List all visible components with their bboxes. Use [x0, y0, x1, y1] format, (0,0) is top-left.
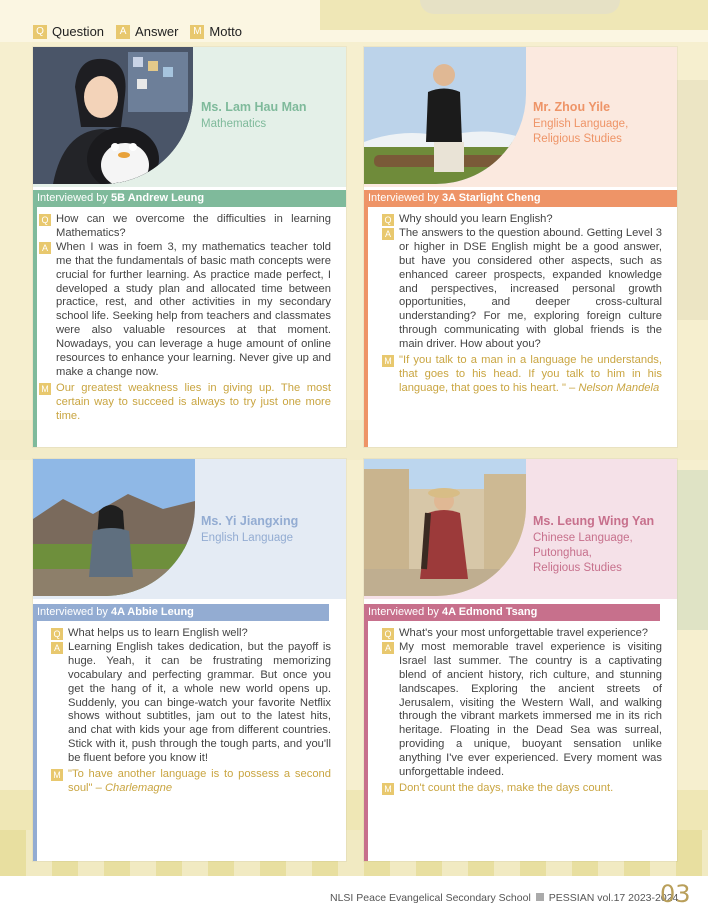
bg-top-arc: [420, 0, 620, 14]
qa-block: [39, 213, 331, 424]
qa-block: [382, 213, 662, 396]
motto-author: Nelson Mandela: [578, 381, 660, 394]
interviewer-name: 4A Edmond Tsang: [441, 606, 538, 618]
question-row: [51, 627, 331, 641]
qa-block: [382, 627, 662, 796]
teacher-subject: Mathematics: [201, 118, 267, 130]
footer: [330, 892, 678, 904]
motto-row: [382, 782, 662, 796]
legend-answer: [116, 24, 178, 39]
question-badge: Q: [33, 25, 47, 39]
motto-text: Our greatest weakness lies in giving up. The most certain way to succeed is always to try just one more time.: [56, 381, 331, 422]
card-side-strip: [33, 207, 37, 447]
answer-text: My most memorable travel experience is visiting Israel last summer. The country is a captivating blend of ancient history, rich culture, and stunning landscapes. Exploring the ancient streets of Jerusalem, visiting the Western Wall, and walking through the vibrant markets immersed me in its rich heritage. Floating in the Dead Sea was surreal, providing a unique, buoyant sensation unlike anything I've ever experienced. Every moment was unforgettable indeed.: [399, 640, 662, 779]
question-row: [39, 213, 331, 241]
teacher-name: Ms. Lam Hau Man: [201, 100, 307, 114]
answer-label: A: [39, 242, 51, 254]
school-name: NLSI Peace Evangelical Secondary School: [330, 892, 531, 904]
interviewer-bar: [33, 604, 329, 621]
question-label: Q: [382, 628, 394, 640]
motto-label: M: [382, 355, 394, 367]
question-label: Q: [382, 214, 394, 226]
teacher-subject: Chinese Language, Putonghua, Religious Studies: [533, 532, 633, 574]
answer-row: [51, 641, 331, 766]
page-number: 03: [660, 880, 691, 908]
question-text: What helps us to learn English well?: [68, 627, 248, 639]
question-row: [382, 627, 662, 641]
interviewer-name: 5B Andrew Leung: [110, 192, 205, 204]
motto-label: M: [382, 783, 394, 795]
card-side-strip: [33, 621, 37, 861]
question-label: Q: [51, 628, 63, 640]
motto-text-wrap: [68, 768, 331, 796]
interviewer-bar: [33, 190, 346, 207]
interviewer-prefix: Interviewed by: [37, 606, 111, 618]
teacher-name: Ms. Yi Jiangxing: [201, 514, 299, 528]
question-text: How can we overcome the difficulties in learning Mathematics?: [56, 213, 331, 239]
motto-row: [51, 768, 331, 796]
motto-text: "To have another language is to possess a second soul" –: [68, 768, 331, 794]
answer-text: When I was in foem 3, my mathematics teacher told me that the fundamentals of basic math concepts were crucial for further learning. As practice made perfect, I developed a study plan and allocated time between practice, rest, and other activities in my secondary school life. Seeking help from teachers and classmates were also valuable resources at that moment. Nowadays, you can leverage a huge amount of online resources to enhance your learning. Never give up and make a change now.: [56, 240, 331, 378]
interviewer-name: 4A Abbie Leung: [110, 606, 194, 618]
motto-label: M: [39, 383, 51, 395]
teacher-name: Mr. Zhou Yile: [533, 100, 611, 114]
motto-row: [382, 354, 662, 396]
motto-author: Charlemagne: [104, 781, 173, 794]
teacher-name: Ms. Leung Wing Yan: [533, 514, 655, 528]
answer-badge: A: [116, 25, 130, 39]
question-row: [382, 213, 662, 227]
card-side-strip: [364, 207, 368, 447]
answer-text: Learning English takes dedication, but the payoff is huge. Yeah, it can be frustrating memorizing vocabulary and perfecting grammar. But once you get the hang of it, a whole new world opens up. Suddenly, you can binge-watch your favorite Netflix shows without subtitles, jam out to the latest hits, and chat with kids your age from different countries. Stick with it, push through the tough parts, and you'll be fluent before you know it!: [68, 640, 331, 765]
teacher-subject: English Language: [201, 532, 294, 544]
motto-badge: M: [190, 25, 204, 39]
answer-label: A: [382, 228, 394, 240]
motto-text: "If you talk to a man in a language he understands, that goes to his head. If you talk to him in his language, that goes to his heart. " –: [399, 354, 662, 394]
interviewer-bar: [364, 604, 660, 621]
answer-row: [382, 641, 662, 780]
card-side-strip: [364, 621, 368, 861]
separator-square-icon: [536, 893, 544, 901]
teacher-card-yi: [33, 459, 346, 861]
question-label: Q: [39, 214, 51, 226]
answer-label: A: [51, 642, 63, 654]
legend-question-label: Question: [52, 24, 105, 39]
interviewer-prefix: Interviewed by: [37, 192, 111, 204]
interviewer-name: 3A Starlight Cheng: [441, 192, 541, 204]
question-text: Why should you learn English?: [399, 213, 553, 225]
answer-row: [382, 227, 662, 352]
legend: [33, 24, 242, 39]
interviewer-bar: [364, 190, 677, 207]
legend-question: [33, 24, 104, 39]
legend-motto-label: Motto: [209, 24, 242, 39]
legend-answer-label: Answer: [135, 24, 179, 39]
teacher-subject: English Language, Religious Studies: [533, 118, 629, 145]
motto-row: [39, 382, 331, 424]
interviewer-prefix: Interviewed by: [368, 192, 442, 204]
teacher-card-zhou: [364, 47, 677, 447]
qa-block: [51, 627, 331, 796]
motto-label: M: [51, 769, 63, 781]
interviewer-prefix: Interviewed by: [368, 606, 442, 618]
legend-motto: [190, 24, 242, 39]
answer-label: A: [382, 642, 394, 654]
motto-text: Don't count the days, make the days count.: [399, 781, 614, 794]
issue-info: PESSIAN vol.17 2023-2024: [548, 892, 679, 904]
answer-text: The answers to the question abound. Getting Level 3 or higher in DSE English might be a good answer, but have you considered other aspects, such as enhanced career prospects, expanded knowledge and perspectives, increased personal growth opportunities, and deeper cross-cultural understanding? For me, exploring foreign culture through communicating with global friends is the main driver. How about you?: [399, 226, 662, 351]
teacher-card-leung: [364, 459, 677, 861]
teacher-card-lam: [33, 47, 346, 447]
motto-text-wrap: [399, 354, 662, 396]
answer-row: [39, 241, 331, 380]
question-text: What's your most unforgettable travel experience?: [399, 627, 649, 639]
